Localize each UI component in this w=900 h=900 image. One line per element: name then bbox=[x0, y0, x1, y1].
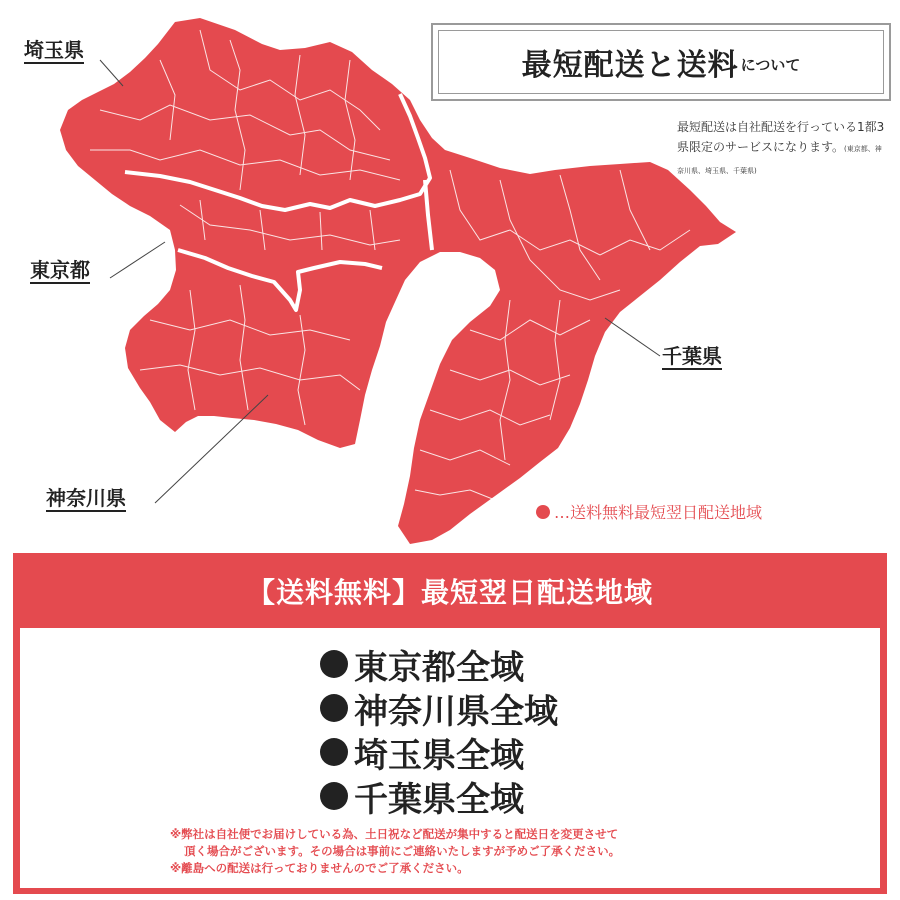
title-main: 最短配送と送料 bbox=[521, 48, 739, 83]
panel-heading: 【送料無料】最短翌日配送地域 bbox=[246, 575, 653, 609]
notices bbox=[170, 826, 750, 877]
label-chiba: 千葉県 bbox=[662, 344, 722, 368]
area-item-label: 埼玉県全域 bbox=[354, 735, 524, 776]
panel-body bbox=[20, 628, 880, 888]
notice-line: ※弊社は自社便でお届けしている為、土日祝など配送が集中すると配送日を変更させて bbox=[170, 827, 619, 841]
area-item-label: 東京都全域 bbox=[354, 647, 524, 688]
title-inner bbox=[438, 30, 884, 94]
area-item-kanagawa bbox=[320, 686, 558, 730]
bullet-icon bbox=[320, 782, 348, 810]
bullet-icon bbox=[320, 650, 348, 678]
notice-line: 頂く場合がございます。その場合は事前にご連絡いたしますが予めご了承ください。 bbox=[184, 844, 621, 858]
service-note-prefectures: (東京都、神奈川県、埼玉県、千葉県) bbox=[677, 145, 882, 175]
title-suffix: について bbox=[740, 56, 801, 74]
notice-line: ※離島への配送は行っておりませんのでご了承ください。 bbox=[170, 861, 469, 875]
legend-dot-icon bbox=[536, 505, 550, 519]
bullet-icon bbox=[320, 694, 348, 722]
legend-text: …送料無料最短翌日配送地域 bbox=[554, 503, 763, 522]
delivery-area-panel bbox=[13, 553, 887, 894]
label-tokyo: 東京都 bbox=[30, 258, 90, 282]
label-saitama: 埼玉県 bbox=[24, 38, 84, 62]
area-item-tokyo bbox=[320, 642, 558, 686]
area-item-saitama bbox=[320, 730, 558, 774]
area-list bbox=[320, 642, 558, 818]
area-item-chiba bbox=[320, 774, 558, 818]
bullet-icon bbox=[320, 738, 348, 766]
service-note-text: 最短配送は自社配送を行っている1都3県限定のサービスになります。 bbox=[677, 120, 885, 154]
title-box bbox=[431, 23, 891, 101]
leader-saitama bbox=[100, 60, 123, 86]
leader-chiba bbox=[605, 318, 660, 356]
area-item-label: 神奈川県全域 bbox=[354, 691, 558, 732]
area-item-label: 千葉県全域 bbox=[354, 779, 524, 820]
map-legend bbox=[536, 500, 762, 523]
leader-tokyo bbox=[110, 242, 165, 278]
label-kanagawa: 神奈川県 bbox=[46, 486, 126, 510]
service-note bbox=[677, 117, 887, 181]
